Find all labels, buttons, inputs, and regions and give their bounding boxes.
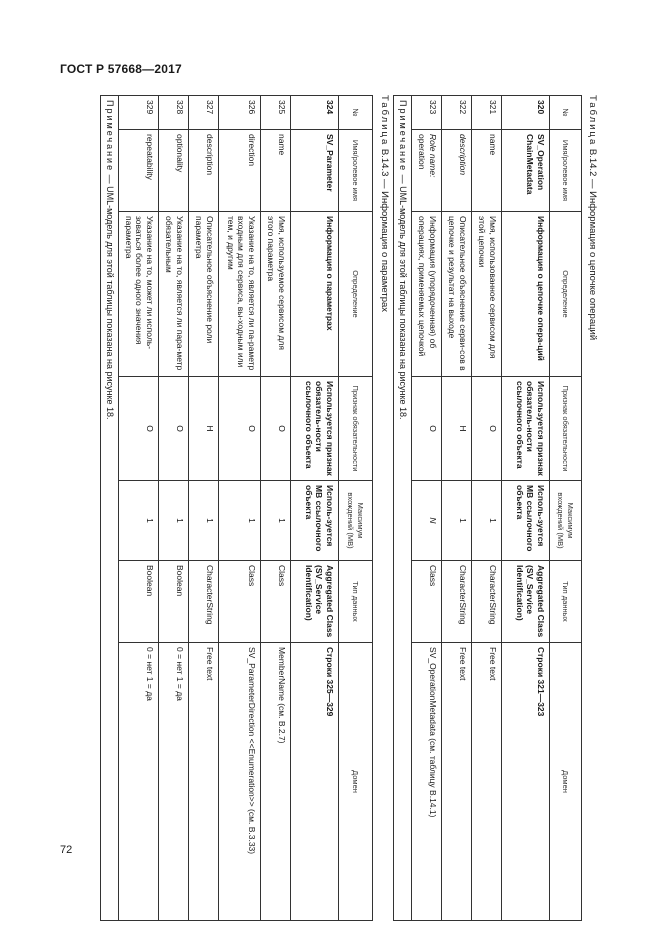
cell-name: description	[442, 130, 472, 212]
cell-obligation: О	[159, 377, 189, 481]
cell-num: 323	[412, 96, 442, 130]
standard-designation: ГОСТ Р 57668—2017	[60, 62, 182, 76]
cell-obligation: Н	[442, 377, 472, 481]
cell-name: optionality	[159, 130, 189, 212]
cell-num: 325	[261, 96, 291, 130]
table2-note	[100, 96, 118, 921]
table2-note-row	[100, 96, 118, 921]
cell-num: 328	[159, 96, 189, 130]
cell-obligation: О	[219, 377, 261, 481]
column-header: Определение	[339, 212, 373, 377]
cell-name: SV_Operation ChainMetadata	[502, 130, 550, 212]
column-header: Определение	[550, 212, 582, 377]
cell-data-type: CharacterString	[472, 561, 502, 643]
cell-data-type: CharacterString	[189, 561, 219, 643]
table-row	[219, 96, 261, 921]
cell-domain: 0 = нет 1 = да	[119, 643, 159, 921]
table-row	[502, 96, 550, 921]
cell-name: SV_Parameter	[291, 130, 339, 212]
table-row	[412, 96, 442, 921]
cell-data-type: Class	[412, 561, 442, 643]
table-row	[291, 96, 339, 921]
rotated-tables	[60, 95, 600, 920]
table1	[393, 95, 582, 921]
cell-max-occurrence: 1	[261, 481, 291, 561]
column-header: Имя/ролевое имя	[550, 130, 582, 212]
cell-num: 321	[472, 96, 502, 130]
table2-caption-prefix: Таблица	[379, 95, 390, 147]
cell-num: 329	[119, 96, 159, 130]
cell-obligation: О	[261, 377, 291, 481]
cell-obligation: О	[119, 377, 159, 481]
table1-caption-rest: В.14.2 — Информация о цепочке операций	[587, 146, 598, 341]
cell-obligation: Используется признак обязатель-ности ссылочного объекта	[502, 377, 550, 481]
column-header: Имя/ролевое имя	[339, 130, 373, 212]
table2-caption	[379, 95, 390, 312]
cell-name	[412, 130, 442, 212]
column-header: Тип данных	[339, 561, 373, 643]
cell-data-type: Aggregated Class (SV_Service Identification)	[291, 561, 339, 643]
cell-name: name	[261, 130, 291, 212]
table-row	[189, 96, 219, 921]
cell-domain: 0 = нет 1 = да	[159, 643, 189, 921]
cell-max-occurrence: 1	[219, 481, 261, 561]
cell-domain: MemberName (см. В.2.7)	[261, 643, 291, 921]
cell-data-type: Boolean	[119, 561, 159, 643]
role-name-value: operation	[417, 134, 428, 170]
cell-domain: Строки 321—323	[502, 643, 550, 921]
cell-name: direction	[219, 130, 261, 212]
cell-max-occurrence: 1	[119, 481, 159, 561]
cell-obligation: Используется признак обязатель-ности ссылочного объекта	[291, 377, 339, 481]
note-prefix: Примечание	[105, 100, 115, 173]
cell-domain: SV_OperationMetadata (см. таблицу В.14.1)	[412, 643, 442, 921]
cell-data-type: CharacterString	[442, 561, 472, 643]
cell-definition: Описательное объяснение роли параметра	[189, 212, 219, 377]
table2	[100, 95, 373, 921]
cell-max-occurrence: N	[412, 481, 442, 561]
page-number: 72	[60, 844, 73, 856]
column-header: №	[550, 96, 582, 130]
cell-definition: Описательное объяснение серви-сов в цепочке и результат на выходе	[442, 212, 472, 377]
cell-num: 327	[189, 96, 219, 130]
cell-definition: Информация о параметрах	[291, 212, 339, 377]
column-header: Признак обязательности	[339, 377, 373, 481]
cell-obligation: О	[472, 377, 502, 481]
cell-definition: Информация о цепочке опера-ций	[502, 212, 550, 377]
table-row	[119, 96, 159, 921]
cell-max-occurrence: 1	[472, 481, 502, 561]
column-header: Домен	[339, 643, 373, 921]
cell-obligation: О	[412, 377, 442, 481]
note-rest: — UML-модель для этой таблицы показана на рисунке 18.	[105, 172, 115, 420]
cell-max-occurrence: 1	[442, 481, 472, 561]
cell-max-occurrence: 1	[159, 481, 189, 561]
cell-domain: Free text	[472, 643, 502, 921]
cell-num: 322	[442, 96, 472, 130]
cell-domain: Free text	[442, 643, 472, 921]
table-row	[472, 96, 502, 921]
cell-obligation: Н	[189, 377, 219, 481]
cell-definition: Указание на то, является ли па-раметр входным для сервиса, вы-ходным или тем, и другим	[219, 212, 261, 377]
cell-max-occurrence: 1	[189, 481, 219, 561]
cell-num: 320	[502, 96, 550, 130]
cell-name: description	[189, 130, 219, 212]
table1-caption-prefix: Таблица	[587, 95, 598, 147]
cell-data-type: Boolean	[159, 561, 189, 643]
column-header: №	[339, 96, 373, 130]
cell-max-occurrence: Исполь-зуется МВ ссылочного объекта	[291, 481, 339, 561]
role-name-label: Role name:	[428, 134, 438, 178]
note-rest: — UML-модель для этой таблицы показана на рисунке 18.	[398, 172, 408, 420]
cell-domain: SV_ParameterDirection <<Enumeration>> (см. В.3.33)	[219, 643, 261, 921]
table1-note	[393, 96, 411, 921]
table1-caption	[587, 95, 598, 340]
cell-num: 324	[291, 96, 339, 130]
table2-header-row	[339, 96, 373, 921]
cell-name: repeatability	[119, 130, 159, 212]
note-prefix: Примечание	[398, 100, 408, 173]
cell-definition: Информация (упорядоченная) об операциях, применяемых цепочкой	[412, 212, 442, 377]
column-header: Тип данных	[550, 561, 582, 643]
table-row	[261, 96, 291, 921]
cell-definition: Имя, использованное сервисом для этой цепочки	[472, 212, 502, 377]
table2-caption-rest: В.14.3 — Информация о параметрах	[379, 146, 390, 313]
cell-definition: Указание на то, является ли пара-метр обязательным	[159, 212, 189, 377]
table-row	[159, 96, 189, 921]
cell-name: name	[472, 130, 502, 212]
column-header: Максимум вхождений (МВ)	[550, 481, 582, 561]
table1-header-row	[550, 96, 582, 921]
cell-definition: Указание на то, может ли исполь-зоваться более одного значения параметра	[119, 212, 159, 377]
cell-domain: Free text	[189, 643, 219, 921]
cell-data-type: Aggregated Class (SV_Service Identification)	[502, 561, 550, 643]
cell-data-type: Class	[261, 561, 291, 643]
cell-max-occurrence: Исполь-зуется МВ ссылочного объекта	[502, 481, 550, 561]
table1-note-row	[393, 96, 411, 921]
column-header: Домен	[550, 643, 582, 921]
column-header: Признак обязательности	[550, 377, 582, 481]
cell-definition: Имя, используемое сервисом для этого параметра	[261, 212, 291, 377]
cell-num: 326	[219, 96, 261, 130]
table-row	[442, 96, 472, 921]
cell-data-type: Class	[219, 561, 261, 643]
cell-domain: Строки 325—329	[291, 643, 339, 921]
column-header: Максимум вхождений (МВ)	[339, 481, 373, 561]
